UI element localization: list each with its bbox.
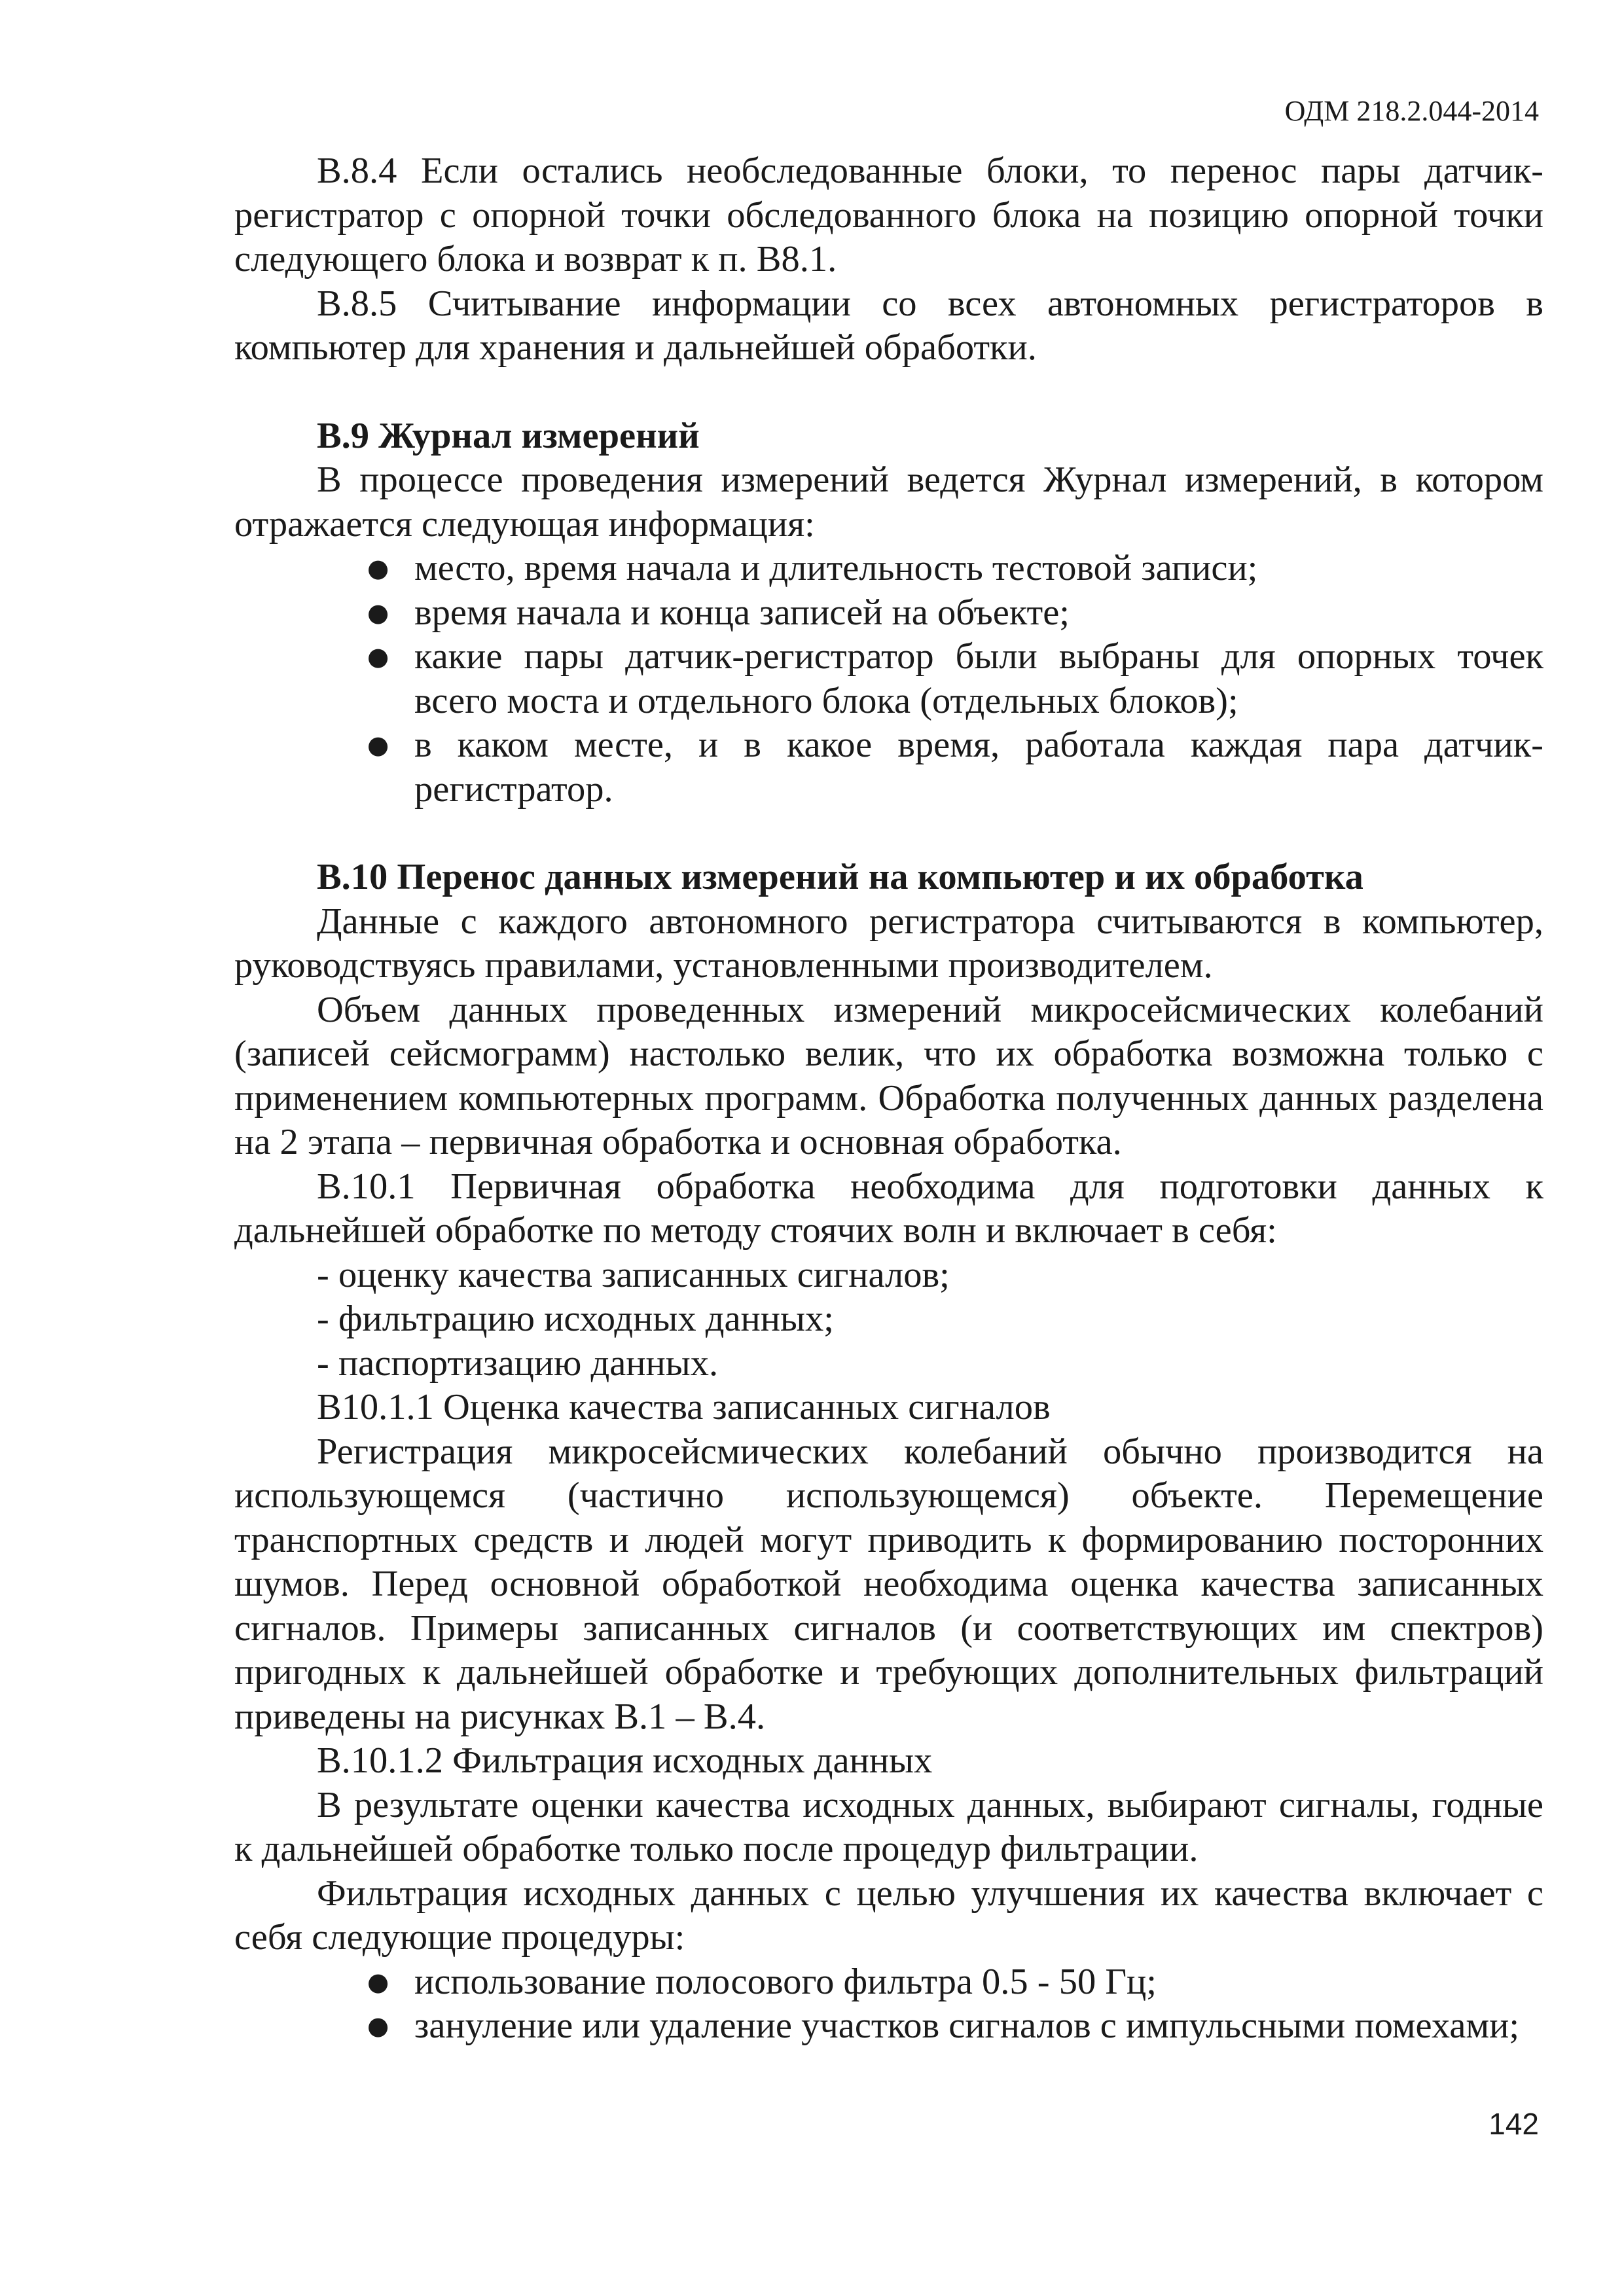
section-heading-b9: В.9 Журнал измерений	[317, 415, 700, 456]
list-item: - оценку качества записанных сигналов;	[317, 1254, 950, 1295]
page-header: ОДМ 218.2.044-2014	[1284, 95, 1539, 127]
list-item: ● место, время начала и длительность тестовой записи;	[414, 547, 1543, 591]
subheading-b10-1-1: В10.1.1 Оценка качества записанных сигналов	[317, 1387, 1051, 1427]
list-item: ● в каком месте, и в какое время, работала каждая пара датчик-регистратор.	[367, 725, 1543, 810]
list-item: ● время начала и конца записей на объекте;	[414, 591, 1543, 636]
paragraph-b10-1-2-a: В результате оценки качества исходных данных, выбирают сигналы, годные к дальнейшей обработке только после процедур фильтрации.	[234, 1784, 1543, 1869]
list-item: - фильтрацию исходных данных;	[317, 1299, 834, 1339]
paragraph-b10-2: Объем данных проведенных измерений микросейсмических колебаний (записей сейсмограмм) настолько велик, что их обработка возможна только с применением компьютерных программ. Обработка полученных данных разделена на 2 этапа – первичная обработка и основная обработка.	[234, 989, 1543, 1162]
bullet-icon: ●	[367, 642, 389, 671]
bullet-icon: ●	[367, 1967, 389, 1996]
journal-list	[234, 547, 1543, 812]
paragraph-b10-1-2-b: Фильтрация исходных данных с целью улучшения их качества включает с себя следующие процедуры:	[234, 1873, 1543, 1958]
paragraph-b8-4: В.8.4 Если остались необследованные блоки, то перенос пары датчик-регистратор с опорной точки обследованного блока на позицию опорной точки следующего блока и возврат к п. В8.1.	[234, 151, 1543, 279]
filter-list	[234, 1960, 1543, 2049]
paragraph-b10-1-primary: В.10.1 Первичная обработка необходима для подготовки данных к дальнейшей обработке по методу стоячих волн и включает в себя:	[234, 1166, 1543, 1251]
paragraph-b10-1: Данные с каждого автономного регистратора считываются в компьютер, руководствуясь правилами, установленными производителем.	[234, 901, 1543, 986]
page-number: 142	[1489, 2107, 1539, 2141]
list-item: - паспортизацию данных.	[317, 1342, 719, 1384]
list-item: ● зануление или удаление участков сигналов с импульсными помехами;	[414, 2004, 1543, 2049]
bullet-icon: ●	[367, 2011, 389, 2040]
paragraph-b10-1-1: Регистрация микросейсмических колебаний обычно производится на использующемся (частично использующемся) объекте. Перемещение транспортных средств и людей могут приводить к формированию посторонних шумов. Перед основной обработкой необходима оценка качества записанных сигналов. Примеры записанных сигналов (и соответствующих им спектров) пригодных к дальнейшей обработке и требующих дополнительных фильтраций приведены на рисунках В.1 – В.4.	[234, 1431, 1543, 1737]
list-item: ● использование полосового фильтра 0.5 - 50 Гц;	[414, 1960, 1543, 2005]
paragraph-b9-intro: В процессе проведения измерений ведется Журнал измерений, в котором отражается следующая информация:	[234, 459, 1543, 545]
section-heading-b10: В.10 Перенос данных измерений на компьютер и их обработка	[317, 857, 1363, 897]
list-item: ● какие пары датчик-регистратор были выбраны для опорных точек всего моста и отдельного блока (отдельных блоков);	[367, 636, 1543, 721]
paragraph-b8-5: В.8.5 Считывание информации со всех автономных регистраторов в компьютер для хранения и дальнейшей обработки.	[234, 283, 1543, 368]
bullet-icon: ●	[367, 598, 389, 627]
bullet-icon: ●	[367, 554, 389, 583]
bullet-icon: ●	[367, 730, 389, 759]
subheading-b10-1-2: В.10.1.2 Фильтрация исходных данных	[317, 1740, 933, 1781]
page-content	[234, 149, 1543, 2049]
